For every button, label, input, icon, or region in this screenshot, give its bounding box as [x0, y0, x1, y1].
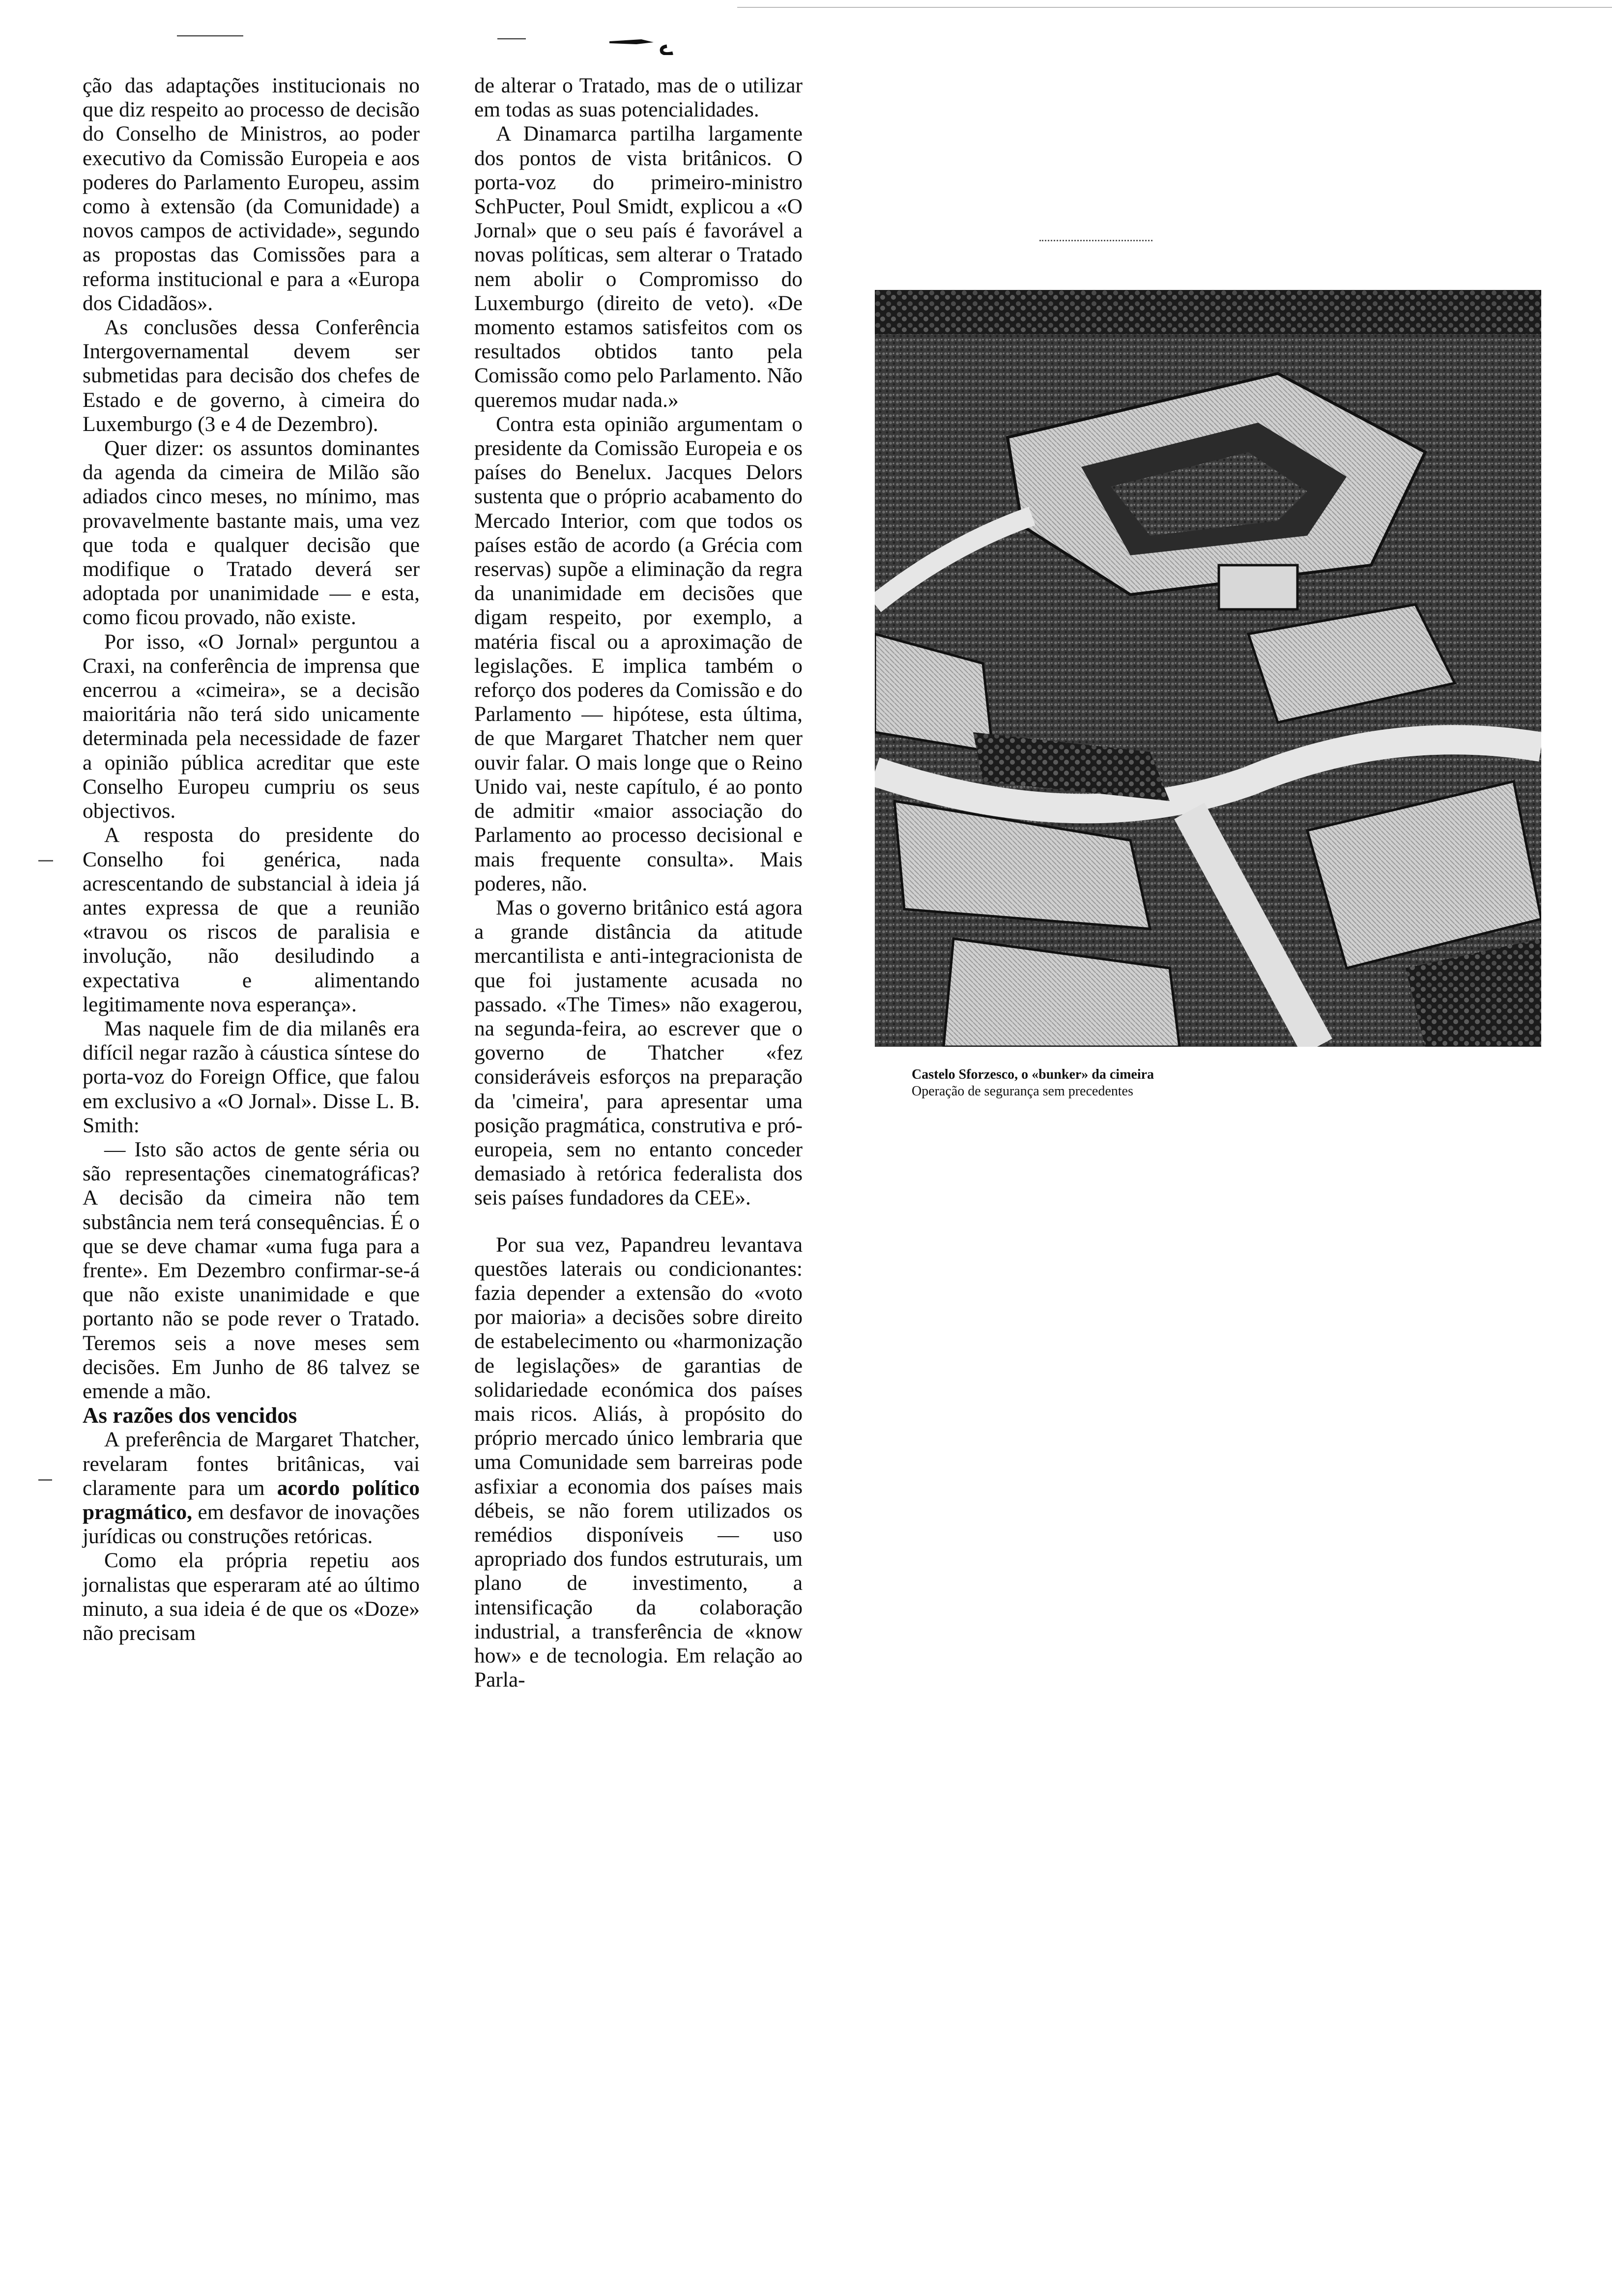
col2-paragraph-1: de alterar o Tratado, mas de o utilizar em todas as suas potencialidades. — [474, 74, 803, 122]
aerial-castle-photo-icon — [875, 290, 1541, 1047]
col1-paragraph-4: Por isso, «O Jornal» perguntou a Craxi, na conferência de imprensa que encerrou a «cimeira», se a decisão maioritária não terá sido unicamente determinada pela necessidade de fazer a opinião pública acreditar que este Conselho Europeu cumpriu os seus objectivos. — [83, 630, 420, 823]
article-column-1 — [83, 74, 420, 1645]
col1-paragraph-2: As conclusões dessa Conferência Intergovernamental devem ser submetidas para decisão dos chefes de Estado e de governo, à cimeira do Luxemburgo (3 e 4 de Dezembro). — [83, 316, 420, 436]
col1-paragraph-8 — [83, 1428, 420, 1549]
col2-paragraph-2: A Dinamarca partilha largamente dos pontos de vista britânicos. O porta-voz do primeiro-ministro SchPucter, Poul Smidt, explicou a «O Jornal» que o seu país é favorável a novas políticas, sem alterar o Tratado nem abolir o Compromisso do Luxemburgo (direito de veto). «De momento estamos satisfeitos com os resultados obtidos tanto pela Comissão como pelo Parlamento. Não queremos mudar nada.» — [474, 122, 803, 412]
col2-paragraph-4: Mas o governo britânico está agora a grande distância da atitude mercantilista e anti-integracionista de que foi justamente acusada no passado. «The Times» não exagerou, na segunda-feira, ao escrever que o governo de Thatcher «fez consideráveis esforços na preparação da 'cimeira', para apresentar uma posição pragmática, construtiva e pró-europeia, sem no entanto conceder demasiado à retórica federalista dos seis países fundadores da CEE». — [474, 895, 803, 1210]
col1-p8-prefix: A preferência de Margaret Thatcher, revelaram fontes britânicas, vai claramente para um — [83, 1428, 420, 1500]
col1-paragraph-1: ção das adaptações institucionais no que diz respeito ao processo de decisão do Conselho de Ministros, ao poder executivo da Comissão Europeia e aos poderes do Parlamento Europeu, assim como à extensão (da Comunidade) a novos campos de actividade», segundo as propostas das Comissões para a reforma institucional e para a «Europa dos Cidadãos». — [83, 74, 420, 315]
corner-mark-icon — [607, 35, 676, 55]
margin-mark-1 — [38, 860, 53, 861]
col1-paragraph-7: — Isto são actos de gente séria ou são representações cinematográficas? A decisão da cimeira não tem substância nem terá consequências. É o que se deve chamar «uma fuga para a frente». Em Dezembro confirmar-se-á que não existe unanimidade e que portanto não se pode rever o Tratado. Teremos seis a nove meses sem decisões. Em Junho de 86 talvez se emende a mão. — [83, 1137, 420, 1403]
col1-paragraph-3: Quer dizer: os assuntos dominantes da agenda da cimeira de Milão são adiados cinco meses, no mínimo, mas provavelmente bastante mais, uma vez que toda e qualquer decisão que modifique o Tratado deverá ser adoptada por unanimidade — e esta, como ficou provado, não existe. — [83, 436, 420, 630]
col1-p8-bold: acordo político pragmático, — [83, 1476, 420, 1524]
col1-paragraph-5: A resposta do presidente do Conselho foi genérica, nada acrescentando de substancial à ideia já antes expressa de que a reunião «travou os riscos de paralisia e involução, não desiludindo a expectativa e alimentando legitimamente nova esperança». — [83, 823, 420, 1016]
margin-mark-2 — [38, 1479, 52, 1481]
col1-p8-suffix: em desfavor de inovações jurídicas ou construções retóricas. — [83, 1500, 420, 1549]
photo-caption — [912, 1066, 1403, 1100]
col1-paragraph-6: Mas naquele fim de dia milanês era difícil negar razão à cáustica síntese do porta-voz do Foreign Office, que falou em exclusivo a «O Jornal». Disse L. B. Smith: — [83, 1016, 420, 1137]
section-subheading: As razões dos vencidos — [83, 1403, 297, 1428]
col2-paragraph-3: Contra esta opinião argumentam o presidente da Comissão Europeia e os países do Benelux. Jacques Delors sustenta que o próprio acabamento do Mercado Interior, com que todos os países estão de acordo (a Grécia com reservas) supõe a eliminação da regra da unanimidade em decisões que digam respeito, por exemplo, a matéria fiscal ou a aproximação de legislações. E implica também o reforço dos poderes da Comissão e do Parlamento — hipótese, esta última, de que Margaret Thatcher nem quer ouvir falar. O mais longe que o Reino Unido vai, neste capítulo, é ao ponto de admitir «maior associação do Parlamento ao processo decisional e mais frequente consulta». Mais poderes, não. — [474, 412, 803, 895]
caption-line-1: Castelo Sforzesco, o «bunker» da cimeira — [912, 1067, 1154, 1082]
article-column-2 — [474, 74, 803, 1692]
print-speck — [1039, 240, 1152, 244]
caption-line-2: Operação de segurança sem precedentes — [912, 1084, 1133, 1099]
col2-paragraph-5: Por sua vez, Papandreu levantava questões laterais ou condicionantes: fazia depender a extensão do «voto por maioria» a decisões sobre direito de estabelecimento ou «harmonização de legislações» de garantias de solidariedade económica dos países mais ricos. Aliás, à propósito do próprio mercado único lembraria que uma Comunidade sem barreiras pode asfixiar a economia dos países mais débeis, se não forem utilizados os remédios disponíveis — uso apropriado dos fundos estruturais, um plano de investimento, a intensificação da colaboração industrial, a transferência de «know how» e de tecnologia. Em relação ao Parla- — [474, 1233, 803, 1692]
col1-paragraph-9: Como ela própria repetiu aos jornalistas que esperaram até ao último minuto, a sua ideia é de que os «Doze» não precisam — [83, 1549, 420, 1645]
top-rule-far-right — [737, 7, 1612, 8]
top-rule-right — [497, 38, 526, 39]
top-rule-left — [177, 35, 243, 36]
